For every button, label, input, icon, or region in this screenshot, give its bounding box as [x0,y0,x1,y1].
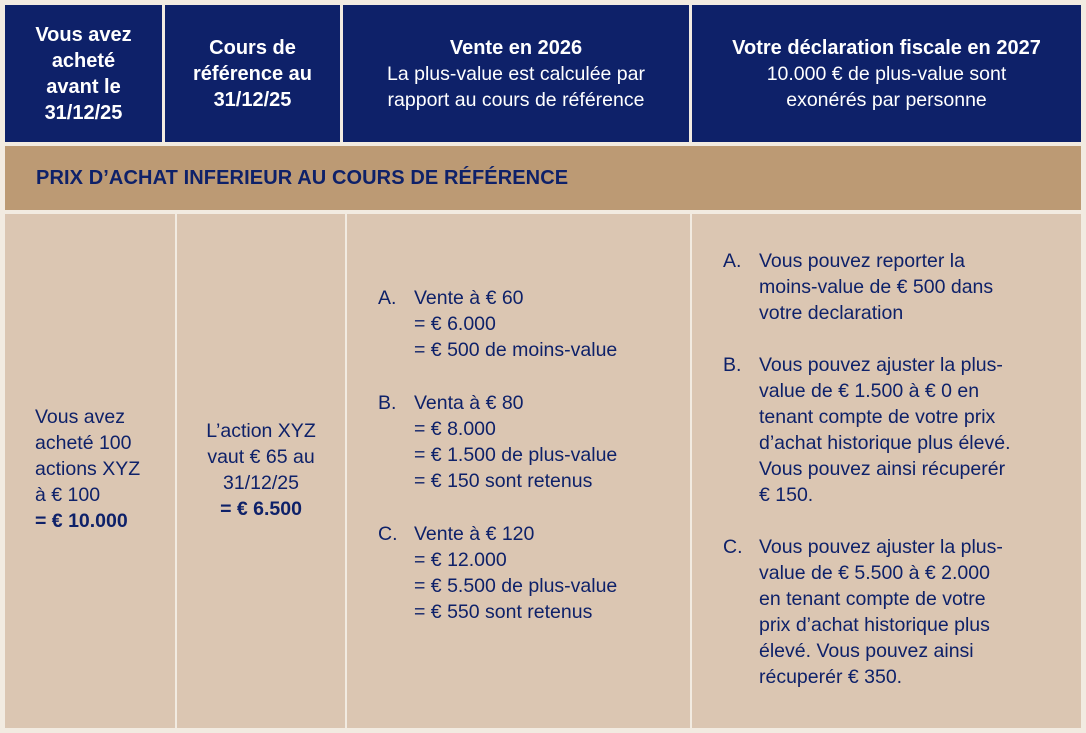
list-line: d’achat historique plus élevé. [759,432,1011,454]
header-col-sale-title: Vente en 2026 [449,36,583,59]
reference-line: 31/12/25 [223,472,299,494]
list-key: A. [723,250,742,272]
sales-list [378,285,678,625]
list-line: prix d’achat historique plus [759,614,990,636]
purchase-line: acheté 100 [35,432,132,454]
list-line: votre declaration [759,302,904,324]
list-line: = € 8.000 [414,418,496,440]
list-line: tenant compte de votre prix [759,406,996,428]
list-line: Vous pouvez reporter la [759,250,965,272]
list-line: = € 150 sont retenus [414,470,593,492]
header-col-declaration [692,5,1081,142]
list-line: value de € 5.500 à € 2.000 [759,562,990,584]
list-line: = € 12.000 [414,549,507,571]
sale-item-c [378,521,678,625]
header-line: Vous avez [35,23,132,46]
reference-line: vaut € 65 au [207,446,315,468]
cell-purchase [5,214,175,728]
sale-item-b [378,390,678,494]
list-key: C. [378,523,398,545]
header-line: La plus-value est calculée par [387,62,645,85]
reference-line: L’action XYZ [206,420,316,442]
section-title: PRIX D’ACHAT INFERIEUR AU COURS DE RÉFÉRENCE [5,146,1081,210]
declaration-item-c [723,534,1075,690]
list-line: Vous pouvez ainsi récuperér [759,458,1006,480]
header-line: 10.000 € de plus-value sont [766,62,1007,85]
declaration-item-b [723,352,1075,508]
header-col-purchase [5,5,162,142]
header-line: rapport au cours de référence [387,88,645,111]
list-line: value de € 1.500 à € 0 en [759,380,980,402]
header-col-declaration-title: Votre déclaration fiscale en 2027 [732,36,1041,59]
cell-declaration [692,214,1081,728]
list-line: = € 500 de moins-value [414,339,618,361]
sale-item-a [378,285,678,363]
reference-total: = € 6.500 [220,498,302,520]
list-key: A. [378,287,397,309]
list-key: B. [723,354,742,376]
list-line: Vente à € 120 [414,523,535,545]
list-line: Vous pouvez ajuster la plus- [759,354,1003,376]
purchase-line: actions XYZ [35,458,141,480]
declaration-list [723,248,1075,690]
purchase-line: Vous avez [35,406,125,428]
header-col-declaration-subtitle [767,61,1007,113]
list-line: = € 5.500 de plus-value [414,575,618,597]
list-key: B. [378,392,397,414]
header-line: exonérés par personne [786,88,987,111]
list-line: Vous pouvez ajuster la plus- [759,536,1003,558]
header-line: acheté [51,49,116,72]
list-line: en tenant compte de votre [759,588,986,610]
list-line: Vente à € 60 [414,287,524,309]
header-line: référence au [193,62,312,85]
header-col-sale [343,5,689,142]
purchase-total: = € 10.000 [35,510,128,532]
purchase-text [35,404,140,534]
declaration-item-a [723,248,1075,326]
list-line: = € 6.000 [414,313,496,335]
list-line: = € 1.500 de plus-value [414,444,618,466]
list-line: Venta à € 80 [414,392,524,414]
list-line: € 150. [759,484,814,506]
header-line: Cours de [209,36,296,59]
list-key: C. [723,536,743,558]
list-line: élevé. Vous pouvez ainsi [759,640,974,662]
list-line: moins-value de € 500 dans [759,276,994,298]
header-line: 31/12/25 [44,101,123,124]
header-line: 31/12/25 [213,88,292,111]
purchase-line: à € 100 [35,484,101,506]
list-line: = € 550 sont retenus [414,601,593,623]
header-col-reference-title [193,35,312,113]
cell-reference [177,214,345,728]
header-col-sale-subtitle [387,61,645,113]
cell-sales [347,214,690,728]
list-line: récuperér € 350. [759,666,903,688]
header-col-reference [165,5,340,142]
header-line: avant le [46,75,121,98]
reference-text [177,418,345,522]
header-col-purchase-title [35,22,131,126]
